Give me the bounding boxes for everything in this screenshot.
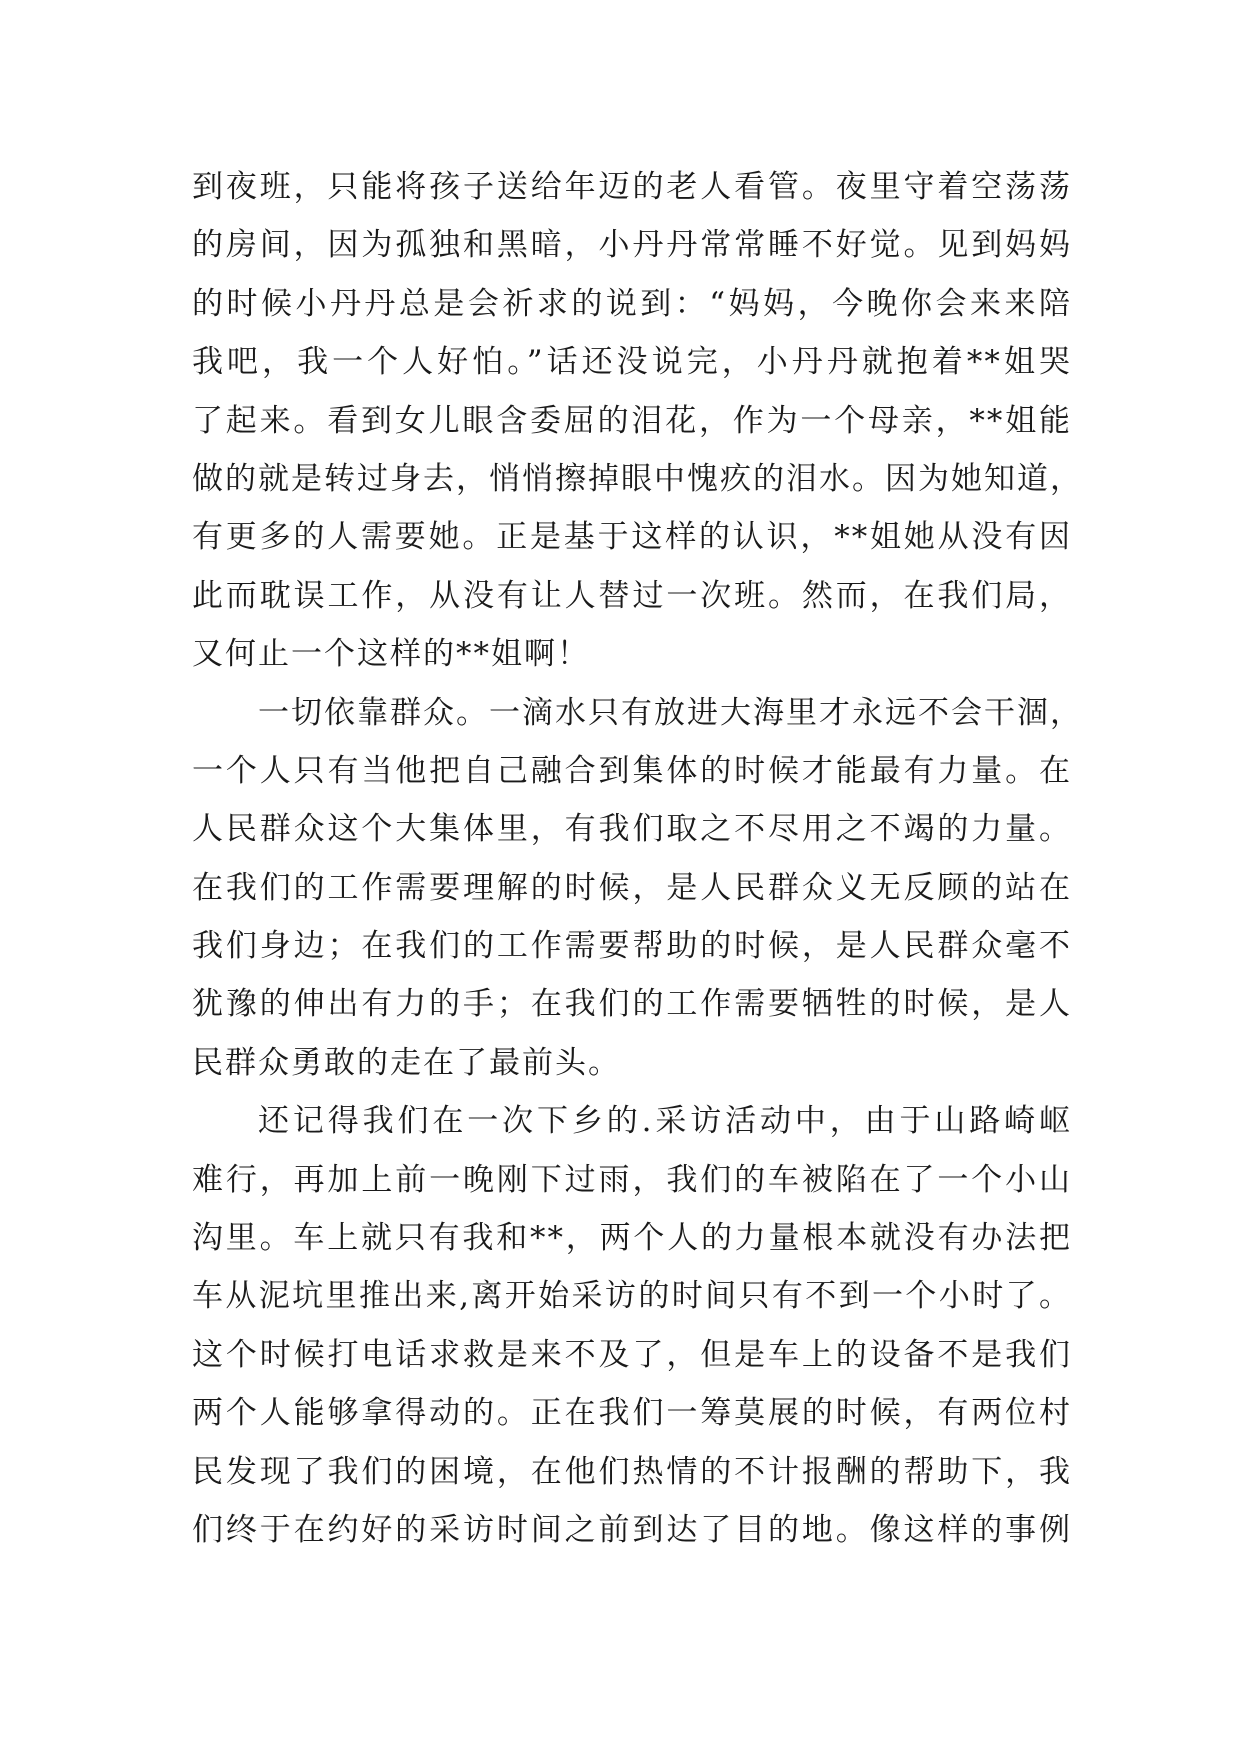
text-line: 人民群众这个大集体里，有我们取之不尽用之不竭的力量。: [192, 811, 1072, 848]
text-line: 的房间，因为孤独和黑暗，小丹丹常常睡不好觉。见到妈妈: [192, 227, 1072, 264]
text-line: 我们身边；在我们的工作需要帮助的时候，是人民群众毫不: [192, 928, 1072, 965]
body-text: [192, 158, 1083, 1559]
text-line: 一个人只有当他把自己融合到集体的时候才能最有力量。在: [192, 752, 1072, 789]
text-line: 车从泥坑里推出来,离开始采访的时间只有不到一个小时了。: [192, 1278, 1072, 1315]
text-line: 难行，再加上前一晚刚下过雨，我们的车被陷在了一个小山: [192, 1161, 1072, 1198]
text-line: 一切依靠群众。一滴水只有放进大海里才永远不会干涸，: [258, 694, 1083, 731]
text-line: 此而耽误工作，从没有让人替过一次班。然而，在我们局，: [192, 577, 1072, 614]
text-line: 又何止一个这样的**姐啊！: [192, 636, 590, 673]
text-line: 我吧，我一个人好怕。”话还没说完，小丹丹就抱着**姐哭: [192, 344, 1072, 381]
text-line: 的时候小丹丹总是会祈求的说到：“妈妈，今晚你会来来陪: [192, 285, 1072, 322]
text-line: 了起来。看到女儿眼含委屈的泪花，作为一个母亲，**姐能: [192, 402, 1072, 439]
text-line: 两个人能够拿得动的。正在我们一筹莫展的时候，有两位村: [192, 1395, 1072, 1432]
text-line: 在我们的工作需要理解的时候，是人民群众义无反顾的站在: [192, 869, 1072, 906]
text-line: 们终于在约好的采访时间之前到达了目的地。像这样的事例: [192, 1511, 1072, 1548]
text-line: 犹豫的伸出有力的手；在我们的工作需要牺牲的时候，是人: [192, 986, 1072, 1023]
text-line: 有更多的人需要她。正是基于这样的认识，**姐她从没有因: [192, 519, 1072, 556]
text-line: 沟里。车上就只有我和**，两个人的力量根本就没有办法把: [192, 1220, 1072, 1257]
text-line: 民发现了我们的困境，在他们热情的不计报酬的帮助下，我: [192, 1453, 1072, 1490]
text-line: 到夜班，只能将孩子送给年迈的老人看管。夜里守着空荡荡: [192, 169, 1072, 205]
text-line: 还记得我们在一次下乡的.采访活动中，由于山路崎岖: [258, 1103, 1072, 1140]
text-line: 做的就是转过身去，悄悄擦掉眼中愧疚的泪水。因为她知道，: [192, 460, 1083, 497]
text-line: 民群众勇敢的走在了最前头。: [192, 1044, 621, 1081]
text-line: 这个时候打电话求救是来不及了，但是车上的设备不是我们: [192, 1336, 1072, 1373]
